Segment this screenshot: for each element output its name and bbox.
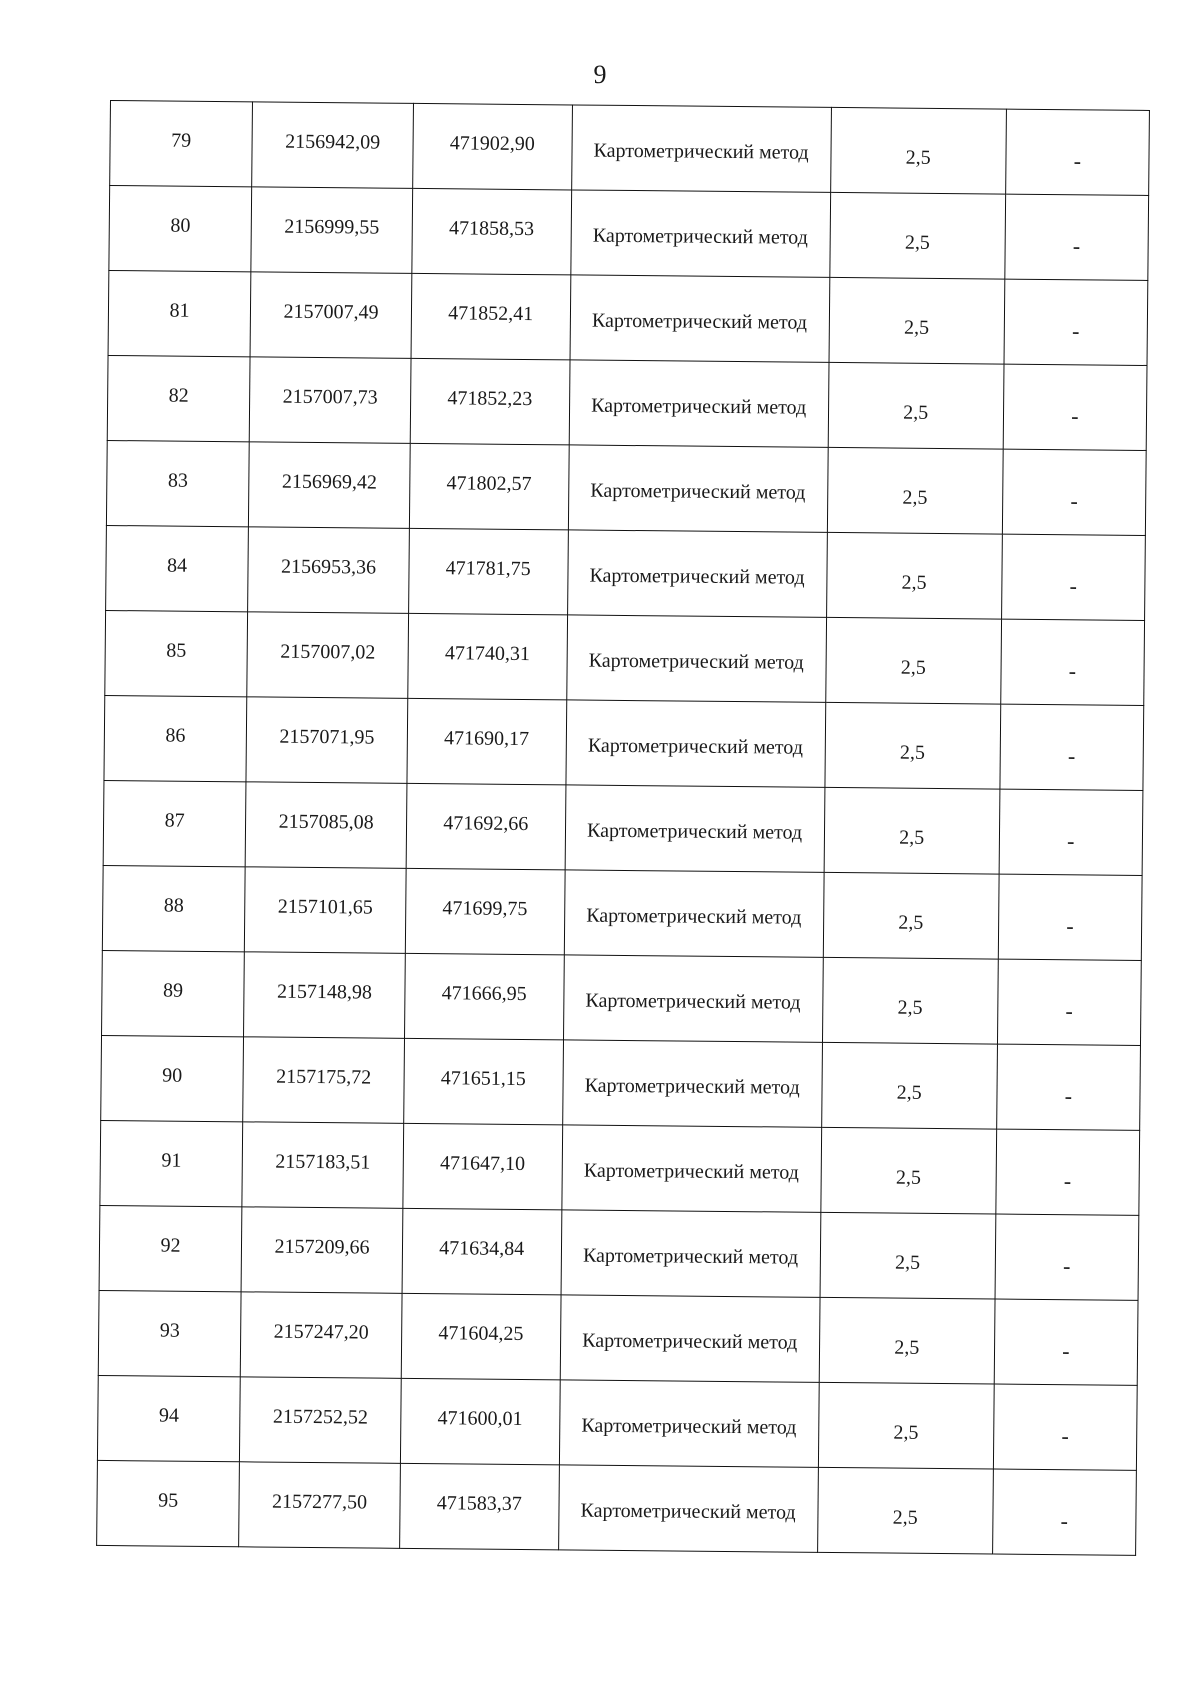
accuracy-cell-text: 2,5 [904,231,930,254]
note-cell [1004,279,1148,365]
note-cell [993,1384,1137,1470]
method-cell [563,955,823,1042]
note-cell [996,1044,1140,1130]
x-coordinate-cell [240,1377,402,1464]
accuracy-cell [822,957,998,1044]
y-coordinate-cell-text: 471690,17 [444,727,530,751]
x-coordinate-cell-text: 2156953,36 [280,555,377,579]
point-number-cell [105,610,248,696]
note-cell [1005,109,1149,195]
method-cell-text: Картометрический метод [591,309,808,334]
note-cell-text: - [1071,318,1080,344]
point-number-cell [103,780,246,866]
note-cell [998,874,1142,960]
x-coordinate-cell [245,782,407,869]
accuracy-cell [820,1212,996,1299]
y-coordinate-cell-text: 471647,10 [439,1152,526,1176]
accuracy-cell [818,1382,994,1469]
method-cell [568,445,828,532]
method-cell [570,190,830,277]
note-cell-text: - [1067,828,1075,854]
point-number-cell-text: 87 [164,809,185,832]
x-coordinate-cell [245,867,407,954]
point-number-cell [102,865,245,951]
accuracy-cell-text: 2,5 [899,741,926,764]
point-number-cell-text: 91 [161,1149,182,1172]
accuracy-cell [827,447,1003,534]
point-number-cell-text: 84 [167,554,188,577]
x-coordinate-cell-text: 2157085,08 [278,810,374,834]
accuracy-cell [817,1467,993,1554]
method-cell-text: Картометрический метод [590,479,806,504]
note-cell-text: - [1061,1423,1069,1449]
note-cell-text: - [1073,148,1082,174]
accuracy-cell-text: 2,5 [899,826,925,849]
note-cell-text: - [1067,743,1076,769]
point-number-cell-text: 82 [168,384,189,407]
x-coordinate-cell-text: 2157148,98 [276,980,373,1004]
x-coordinate-cell [244,952,406,1039]
point-number-cell [107,355,250,441]
note-cell-text: - [1066,913,1074,939]
method-cell [564,870,824,957]
point-number-cell-text: 80 [170,214,191,237]
method-cell-text: Картометрический метод [582,1244,799,1269]
accuracy-cell [829,277,1005,364]
method-cell-text: Картометрический метод [583,1159,799,1184]
accuracy-cell-text: 2,5 [895,1166,921,1189]
y-coordinate-cell-text: 471666,95 [441,982,527,1006]
accuracy-cell [824,787,1000,874]
note-cell-text: - [1071,403,1079,429]
point-number-cell-text: 95 [158,1489,179,1512]
page-number: 9 [593,60,607,89]
accuracy-cell [830,192,1006,279]
method-cell [561,1210,821,1297]
note-cell [995,1214,1139,1300]
x-coordinate-cell-text: 2157183,51 [275,1150,371,1174]
note-cell [997,959,1141,1045]
method-cell [560,1295,820,1382]
note-cell-text: - [1072,233,1081,259]
accuracy-cell [821,1127,997,1214]
method-cell [571,105,831,192]
x-coordinate-cell [252,102,414,189]
y-coordinate-cell-text: 471692,66 [443,812,529,836]
point-number-cell-text: 94 [158,1404,180,1427]
method-cell-text: Картометрический метод [586,819,803,844]
x-coordinate-cell [251,187,413,274]
table-row [103,780,1143,875]
point-number-cell [104,695,247,781]
x-coordinate-cell-text: 2157277,50 [271,1490,368,1514]
x-coordinate-cell-text: 2157007,73 [282,385,378,409]
point-number-cell [108,270,251,356]
x-coordinate-cell-text: 2157007,02 [280,640,376,664]
point-number-cell [106,525,249,611]
x-coordinate-cell [249,442,411,529]
note-cell [1000,704,1144,790]
y-coordinate-cell-text: 471699,75 [442,897,528,921]
point-number-cell-text: 83 [167,469,189,492]
y-coordinate-cell [411,273,570,360]
y-coordinate-cell-text: 471600,01 [437,1407,523,1431]
method-cell [562,1040,822,1127]
x-coordinate-cell-text: 2157101,65 [277,895,373,919]
table-row [101,1035,1141,1130]
note-cell [1002,449,1146,535]
x-coordinate-cell [240,1292,402,1379]
x-coordinate-cell-text: 2157209,66 [274,1235,370,1259]
accuracy-cell-text: 2,5 [897,996,923,1019]
x-coordinate-cell-text: 2156969,42 [281,470,377,494]
table-row [98,1290,1138,1385]
x-coordinate-cell-text: 2157071,95 [279,725,375,749]
point-number-cell-text: 92 [160,1234,181,1257]
table-row [106,525,1146,620]
y-coordinate-cell-text: 471740,31 [444,642,531,666]
accuracy-cell [825,702,1001,789]
note-cell [996,1129,1140,1215]
y-coordinate-cell [407,698,566,785]
note-cell-text: - [1062,1253,1071,1279]
table-row [104,695,1144,790]
accuracy-cell-text: 2,5 [898,911,924,934]
method-cell-text: Картометрический метод [582,1329,798,1354]
x-coordinate-cell [248,527,410,614]
method-cell-text: Картометрический метод [593,139,809,164]
note-cell-text: - [1069,573,1078,599]
table-row [102,950,1142,1045]
table-row [107,355,1147,450]
note-cell [1001,534,1145,620]
table-row [109,186,1149,281]
point-number-cell [109,186,252,272]
accuracy-cell [828,362,1004,449]
accuracy-cell-text: 2,5 [903,401,929,424]
table-row [110,101,1150,196]
table-body [97,101,1150,1556]
x-coordinate-cell-text: 2157007,49 [283,300,379,324]
y-coordinate-cell-text: 471902,90 [449,132,535,156]
accuracy-cell-text: 2,5 [892,1506,918,1529]
method-cell-text: Картометрический метод [586,904,802,929]
x-coordinate-cell-text: 2157247,20 [273,1320,369,1344]
x-coordinate-cell-text: 2157175,72 [276,1065,372,1089]
accuracy-cell [826,532,1002,619]
method-cell [565,700,825,787]
table-row [102,865,1142,960]
point-number-cell-text: 93 [159,1319,180,1342]
method-cell-text: Картометрический метод [587,734,804,759]
x-coordinate-cell [250,272,412,359]
table-row [97,1460,1137,1555]
point-number-cell [97,1375,240,1461]
accuracy-cell [825,617,1001,704]
x-coordinate-cell [242,1122,404,1209]
accuracy-cell [823,872,999,959]
x-coordinate-cell-text: 2156999,55 [284,215,380,239]
y-coordinate-cell-text: 471604,25 [438,1322,524,1346]
point-number-cell [99,1205,242,1291]
method-cell [561,1125,821,1212]
y-coordinate-cell [410,358,569,445]
table-row [108,270,1148,365]
note-cell [994,1299,1138,1385]
note-cell-text: - [1064,1083,1073,1109]
y-coordinate-cell [400,1378,559,1465]
y-coordinate-cell [413,103,572,190]
x-coordinate-cell-text: 2157252,52 [272,1405,369,1429]
y-coordinate-cell [405,868,564,955]
method-cell [567,530,827,617]
y-coordinate-cell [412,188,571,275]
method-cell [566,615,826,702]
accuracy-cell [819,1297,995,1384]
note-cell-text: - [1070,488,1078,514]
point-number-cell-text: 88 [163,894,184,917]
x-coordinate-cell-text: 2156942,09 [285,130,381,154]
point-number-cell-text: 85 [166,639,187,662]
table-row [99,1205,1139,1300]
method-cell-text: Картометрический метод [591,394,807,419]
y-coordinate-cell-text: 471634,84 [439,1237,525,1261]
point-number-cell [98,1290,241,1376]
method-cell [565,785,825,872]
note-cell-text: - [1068,658,1077,684]
accuracy-cell-text: 2,5 [893,1421,919,1444]
x-coordinate-cell [247,612,409,699]
table-row [106,440,1146,535]
x-coordinate-cell [239,1462,401,1549]
y-coordinate-cell [400,1463,559,1550]
note-cell [1003,364,1147,450]
y-coordinate-cell [409,443,568,530]
method-cell [558,1465,818,1552]
method-cell [569,360,829,447]
x-coordinate-cell [241,1207,403,1294]
y-coordinate-cell [403,1123,562,1210]
y-coordinate-cell [406,783,565,870]
method-cell-text: Картометрический метод [589,564,805,589]
y-coordinate-cell [408,613,567,700]
y-coordinate-cell-text: 471858,53 [448,217,535,241]
point-number-cell-text: 86 [165,724,186,747]
table-row [105,610,1145,705]
method-cell [559,1380,819,1467]
note-cell-text: - [1062,1338,1070,1364]
y-coordinate-cell [401,1293,560,1380]
accuracy-cell-text: 2,5 [901,571,927,594]
x-coordinate-cell [249,357,411,444]
method-cell [570,275,830,362]
y-coordinate-cell [404,953,563,1040]
note-cell-text: - [1065,998,1073,1024]
accuracy-cell-text: 2,5 [896,1081,922,1104]
point-number-cell [100,1120,243,1206]
note-cell-text: - [1063,1168,1072,1194]
y-coordinate-cell-text: 471583,37 [436,1492,522,1516]
method-cell-text: Картометрический метод [580,1499,796,1524]
x-coordinate-cell [246,697,408,784]
note-cell [1005,194,1149,280]
y-coordinate-cell-text: 471781,75 [445,557,531,581]
point-number-cell [110,101,253,187]
y-coordinate-cell-text: 471852,41 [448,302,534,326]
note-cell [1000,619,1144,705]
table-row [100,1120,1140,1215]
accuracy-cell-text: 2,5 [894,1336,920,1359]
note-cell [999,789,1143,875]
x-coordinate-cell [243,1037,405,1124]
point-number-cell [97,1460,240,1546]
point-number-cell-text: 81 [169,299,190,322]
point-number-cell [106,440,249,526]
note-cell [992,1469,1136,1555]
y-coordinate-cell [402,1208,561,1295]
method-cell-text: Картометрический метод [585,989,801,1014]
point-number-cell [101,1035,244,1121]
method-cell-text: Картометрический метод [581,1414,797,1439]
coordinates-table [96,100,1150,1556]
note-cell-text: - [1060,1508,1069,1534]
y-coordinate-cell-text: 471852,23 [447,387,533,411]
document-sheet [96,100,1150,1556]
accuracy-cell [821,1042,997,1129]
accuracy-cell-text: 2,5 [894,1251,921,1274]
accuracy-cell-text: 2,5 [903,316,930,339]
point-number-cell-text: 90 [162,1064,183,1087]
method-cell-text: Картометрический метод [588,649,804,674]
y-coordinate-cell [409,528,568,615]
method-cell-text: Картометрический метод [592,224,808,249]
point-number-cell-text: 79 [171,129,192,152]
accuracy-cell [830,107,1006,194]
accuracy-cell-text: 2,5 [900,656,926,679]
y-coordinate-cell [404,1038,563,1125]
y-coordinate-cell-text: 471802,57 [446,472,532,496]
method-cell-text: Картометрический метод [584,1074,800,1099]
accuracy-cell-text: 2,5 [902,486,928,509]
point-number-cell-text: 89 [162,979,184,1002]
point-number-cell [102,950,245,1036]
y-coordinate-cell-text: 471651,15 [440,1067,526,1091]
table-row [97,1375,1137,1470]
accuracy-cell-text: 2,5 [905,146,931,169]
